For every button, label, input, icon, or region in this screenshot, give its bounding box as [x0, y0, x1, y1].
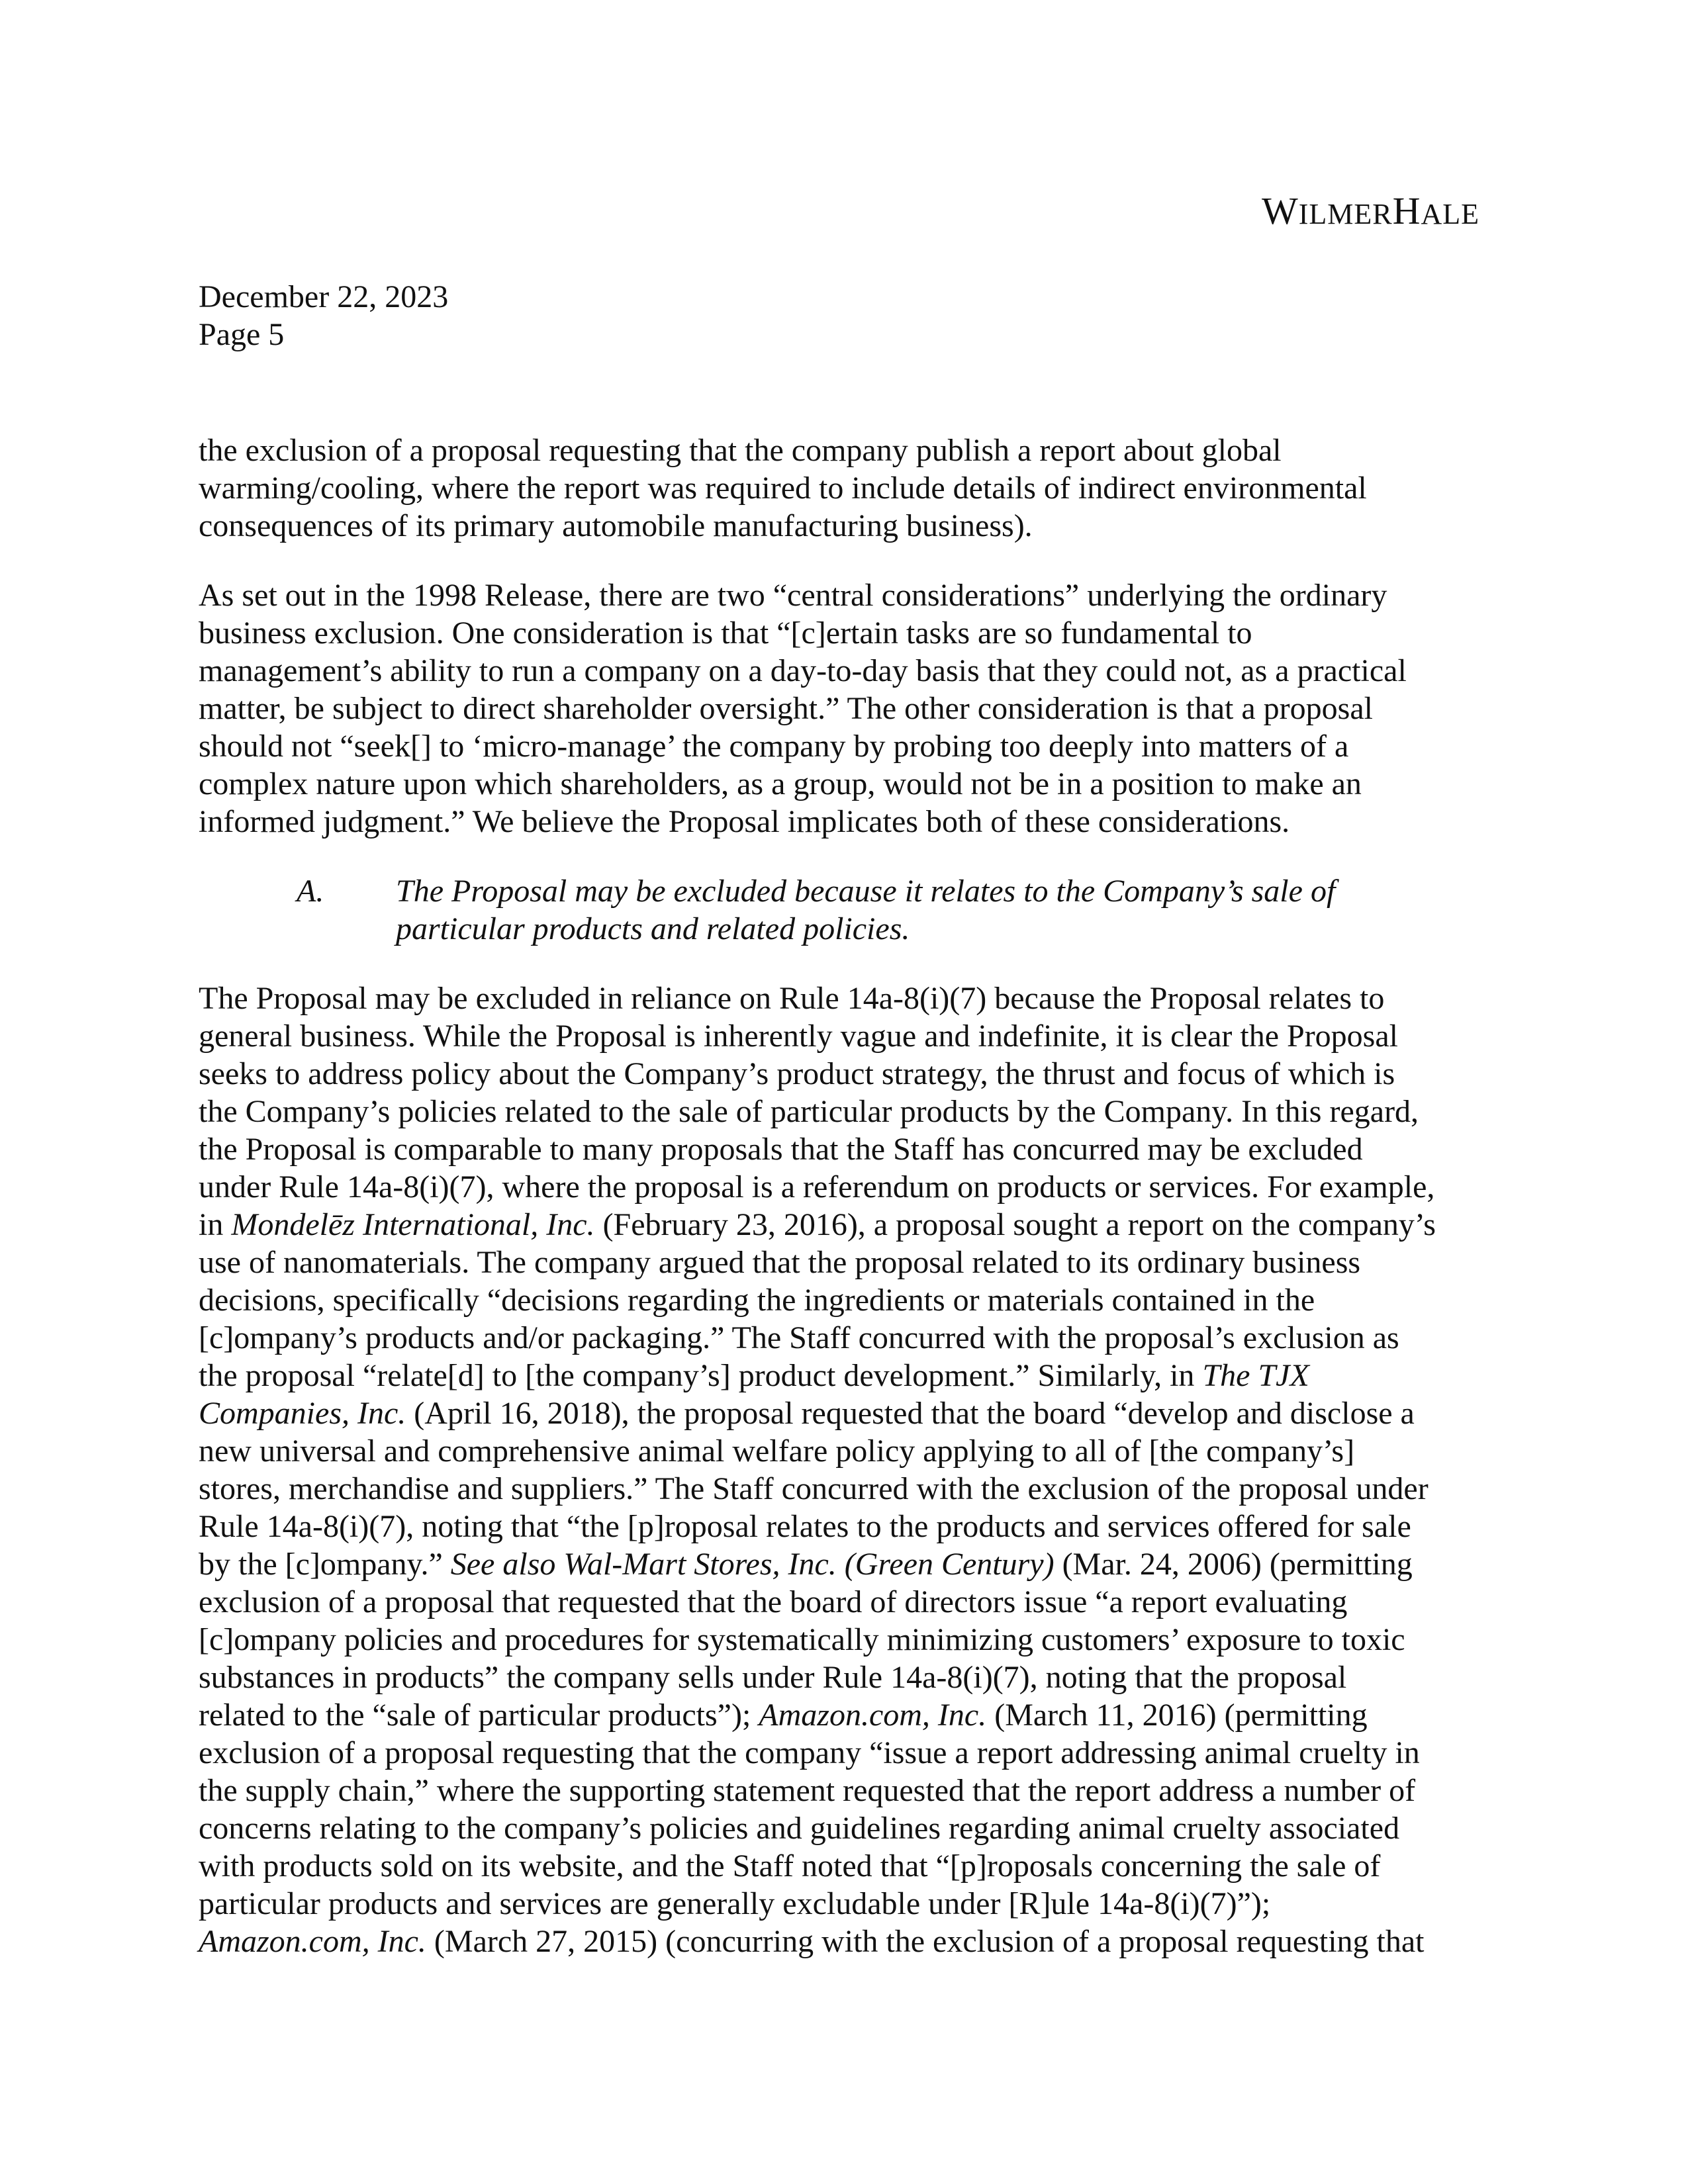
letter-body: [199, 432, 1496, 1992]
text-line: warming/cooling, where the report was required to include details of indirect environmental: [199, 471, 1367, 506]
text-line: [199, 1394, 1496, 1432]
text-run: by the [c]ompany.”: [199, 1547, 451, 1582]
text-run: (March 11, 2016) (permitting: [986, 1698, 1368, 1733]
logo-letter: W: [1261, 189, 1299, 232]
case-citation: See also Wal-Mart Stores, Inc. (Green Century): [450, 1547, 1055, 1582]
text-line: decisions, specifically “decisions regarding the ingredients or materials contained in the: [199, 1283, 1315, 1318]
text-line: complex nature upon which shareholders, as a group, would not be in a position to make an: [199, 766, 1362, 801]
text-line: with products sold on its website, and the Staff noted that “[p]roposals concerning the sale of: [199, 1848, 1381, 1884]
text-line: [199, 1545, 1496, 1583]
text-line: concerns relating to the company’s policies and guidelines regarding animal cruelty associated: [199, 1811, 1400, 1846]
paragraph-central-considerations: [199, 576, 1496, 841]
paragraph-continuation: [199, 432, 1496, 545]
text-run: related to the “sale of particular products”);: [199, 1698, 759, 1733]
text-line: [199, 1357, 1496, 1394]
text-line: should not “seek[] to ‘micro-manage’ the company by probing too deeply into matters of a: [199, 729, 1349, 764]
text-line: the exclusion of a proposal requesting that the company publish a report about global: [199, 433, 1282, 468]
text-line: exclusion of a proposal that requested that the board of directors issue “a report evaluating: [199, 1584, 1348, 1619]
text-line: The Proposal may be excluded in reliance on Rule 14a-8(i)(7) because the Proposal relates to: [199, 981, 1385, 1016]
section-letter: A.: [297, 874, 324, 909]
text-line: [c]ompany policies and procedures for systematically minimizing customers’ exposure to toxic: [199, 1622, 1405, 1657]
text-line: [c]ompany’s products and/or packaging.” The Staff concurred with the proposal’s exclusion as: [199, 1320, 1399, 1355]
logo-letters: ALE: [1421, 198, 1479, 230]
case-citation: Amazon.com, Inc.: [199, 1924, 426, 1959]
wilmerhale-logo: [1262, 189, 1479, 233]
text-run: (Mar. 24, 2006) (permitting: [1054, 1547, 1413, 1582]
text-line: [199, 1923, 1496, 1960]
text-run: (April 16, 2018), the proposal requested that the board “develop and disclose a: [406, 1396, 1415, 1431]
letter-date: December 22, 2023: [199, 279, 449, 314]
text-line: the Proposal is comparable to many proposals that the Staff has concurred may be excluded: [199, 1132, 1363, 1167]
text-line: stores, merchandise and suppliers.” The Staff concurred with the exclusion of the proposal under: [199, 1471, 1429, 1506]
section-heading-a: [199, 872, 1496, 948]
text-line: [199, 1696, 1496, 1734]
section-heading-line: particular products and related policies.: [396, 911, 910, 946]
text-line: matter, be subject to direct shareholder oversight.” The other consideration is that a proposal: [199, 691, 1373, 726]
text-line: new universal and comprehensive animal welfare policy applying to all of [the company’s]: [199, 1433, 1355, 1469]
case-citation: Mondelēz International, Inc.: [231, 1207, 595, 1242]
text-line: the supply chain,” where the supporting statement requested that the report address a number of: [199, 1773, 1416, 1808]
text-line: seeks to address policy about the Company’s product strategy, the thrust and focus of which is: [199, 1056, 1395, 1091]
text-line: use of nanomaterials. The company argued that the proposal related to its ordinary business: [199, 1245, 1361, 1280]
text-line: particular products and services are generally excludable under [R]ule 14a-8(i)(7)”);: [199, 1886, 1271, 1921]
case-citation: Companies, Inc.: [199, 1396, 406, 1431]
text-line: informed judgment.” We believe the Proposal implicates both of these considerations.: [199, 804, 1290, 839]
text-run: (February 23, 2016), a proposal sought a report on the company’s: [594, 1207, 1436, 1242]
text-run: the proposal “relate[d] to [the company’s] product development.” Similarly, in: [199, 1358, 1203, 1393]
case-citation: The TJX: [1202, 1358, 1309, 1393]
letter-header: [199, 278, 448, 353]
text-run: (March 27, 2015) (concurring with the exclusion of a proposal requesting that: [426, 1924, 1425, 1959]
section-heading-line: The Proposal may be excluded because it relates to the Company’s sale of: [396, 874, 1336, 909]
text-line: management’s ability to run a company on a day-to-day basis that they could not, as a practical: [199, 653, 1407, 688]
page-number: Page 5: [199, 317, 285, 352]
text-line: [199, 1206, 1496, 1244]
logo-letter: H: [1392, 189, 1421, 232]
text-line: exclusion of a proposal requesting that the company “issue a report addressing animal cruelty in: [199, 1735, 1420, 1770]
text-line: substances in products” the company sells under Rule 14a-8(i)(7), noting that the proposal: [199, 1660, 1347, 1695]
paragraph-sale-of-products: [199, 979, 1496, 1960]
case-citation: Amazon.com, Inc.: [759, 1698, 987, 1733]
logo-letters: ILMER: [1298, 198, 1393, 230]
text-line: Rule 14a-8(i)(7), noting that “the [p]roposal relates to the products and services offered for sale: [199, 1509, 1411, 1544]
text-line: the Company’s policies related to the sale of particular products by the Company. In this regard,: [199, 1094, 1419, 1129]
text-line: under Rule 14a-8(i)(7), where the proposal is a referendum on products or services. For example,: [199, 1169, 1435, 1205]
text-run: in: [199, 1207, 232, 1242]
text-line: consequences of its primary automobile manufacturing business).: [199, 508, 1033, 543]
text-line: As set out in the 1998 Release, there are two “central considerations” underlying the ordinary: [199, 578, 1387, 613]
text-line: business exclusion. One consideration is that “[c]ertain tasks are so fundamental to: [199, 615, 1252, 651]
text-line: general business. While the Proposal is inherently vague and indefinite, it is clear the Proposal: [199, 1019, 1398, 1054]
